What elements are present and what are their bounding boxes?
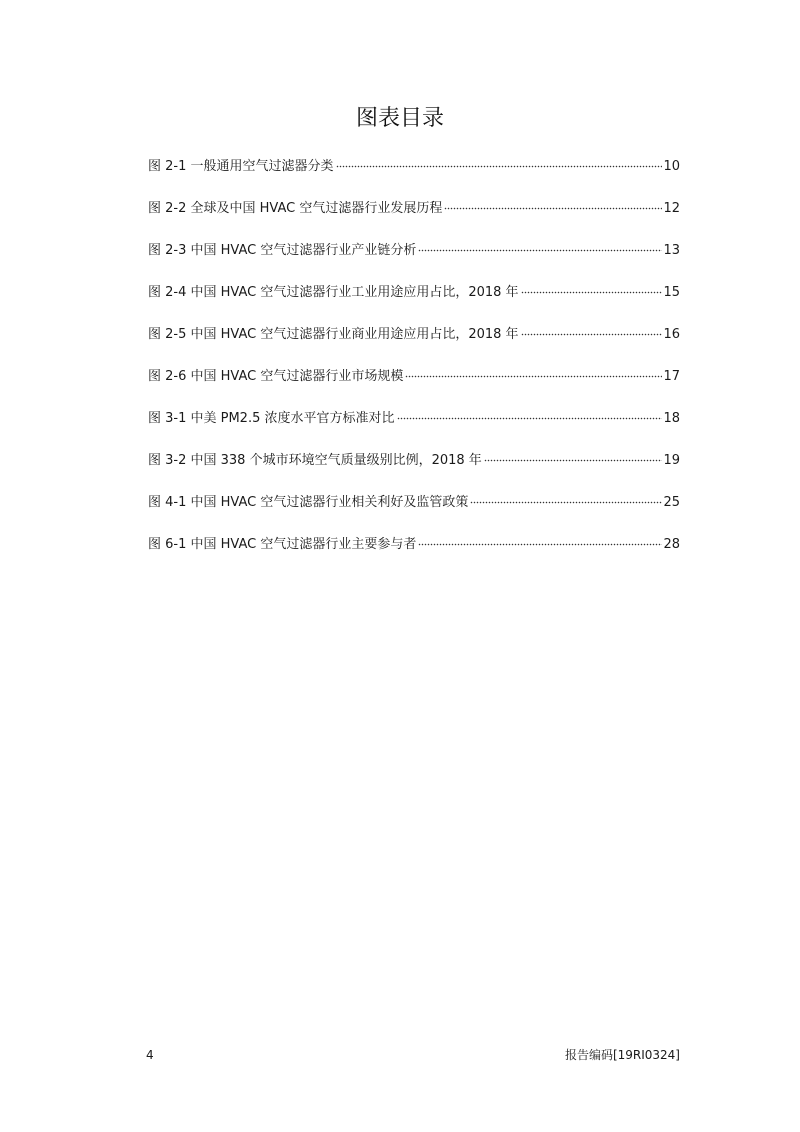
toc-entry-label: 图 2-1 一般通用空气过滤器分类: [148, 159, 334, 174]
toc-entry-label: 图 2-3 中国 HVAC 空气过滤器行业产业链分析: [148, 243, 417, 258]
toc-entry-page: 12: [663, 201, 680, 216]
toc-entry[interactable]: [148, 528, 680, 570]
toc-dot-leader: [397, 402, 663, 422]
toc-entry-label: 图 2-4 中国 HVAC 空气过滤器行业工业用途应用占比，2018 年: [148, 285, 519, 300]
toc-entry-label: 图 2-2 全球及中国 HVAC 空气过滤器行业发展历程: [148, 201, 443, 216]
toc-entry-page: 13: [663, 243, 680, 258]
toc-entry-page: 10: [663, 159, 680, 174]
toc-entry[interactable]: [148, 402, 680, 444]
toc-entry[interactable]: [148, 318, 680, 360]
toc-dot-leader: [521, 318, 663, 338]
toc-entry-page: 28: [663, 537, 680, 552]
toc-entry-page: 18: [663, 411, 680, 426]
toc-entry[interactable]: [148, 486, 680, 528]
toc-entry-page: 19: [663, 453, 680, 468]
toc-entry-label: 图 2-6 中国 HVAC 空气过滤器行业市场规模: [148, 369, 404, 384]
toc-entry-label: 图 3-1 中美 PM2.5 浓度水平官方标准对比: [148, 411, 395, 426]
toc-entry-label: 图 2-5 中国 HVAC 空气过滤器行业商业用途应用占比，2018 年: [148, 327, 519, 342]
footer-report-code: 报告编码[19RI0324]: [564, 1048, 680, 1062]
toc-entry-page: 15: [663, 285, 680, 300]
toc-dot-leader: [336, 150, 663, 170]
toc-entry[interactable]: [148, 150, 680, 192]
toc-entry[interactable]: [148, 234, 680, 276]
footer-page-number: 4: [146, 1048, 154, 1062]
toc-dot-leader: [470, 486, 662, 506]
page-title: 图表目录: [355, 106, 444, 131]
toc-entry[interactable]: [148, 276, 680, 318]
toc-dot-leader: [484, 444, 663, 464]
toc-entry[interactable]: [148, 444, 680, 486]
toc-dot-leader: [418, 528, 662, 548]
toc-entry-page: 17: [663, 369, 680, 384]
toc-entry-label: 图 6-1 中国 HVAC 空气过滤器行业主要参与者: [148, 537, 417, 552]
toc-entry-label: 图 3-2 中国 338 个城市环境空气质量级别比例，2018 年: [148, 453, 482, 468]
toc-dot-leader: [521, 276, 663, 296]
toc-dot-leader: [405, 360, 662, 380]
toc-dot-leader: [418, 234, 662, 254]
toc-entry-page: 25: [663, 495, 680, 510]
figure-table-of-contents: [148, 150, 680, 570]
toc-entry-label: 图 4-1 中国 HVAC 空气过滤器行业相关利好及监管政策: [148, 495, 469, 510]
toc-entry-page: 16: [663, 327, 680, 342]
toc-entry[interactable]: [148, 192, 680, 234]
toc-dot-leader: [444, 192, 662, 212]
toc-entry[interactable]: [148, 360, 680, 402]
